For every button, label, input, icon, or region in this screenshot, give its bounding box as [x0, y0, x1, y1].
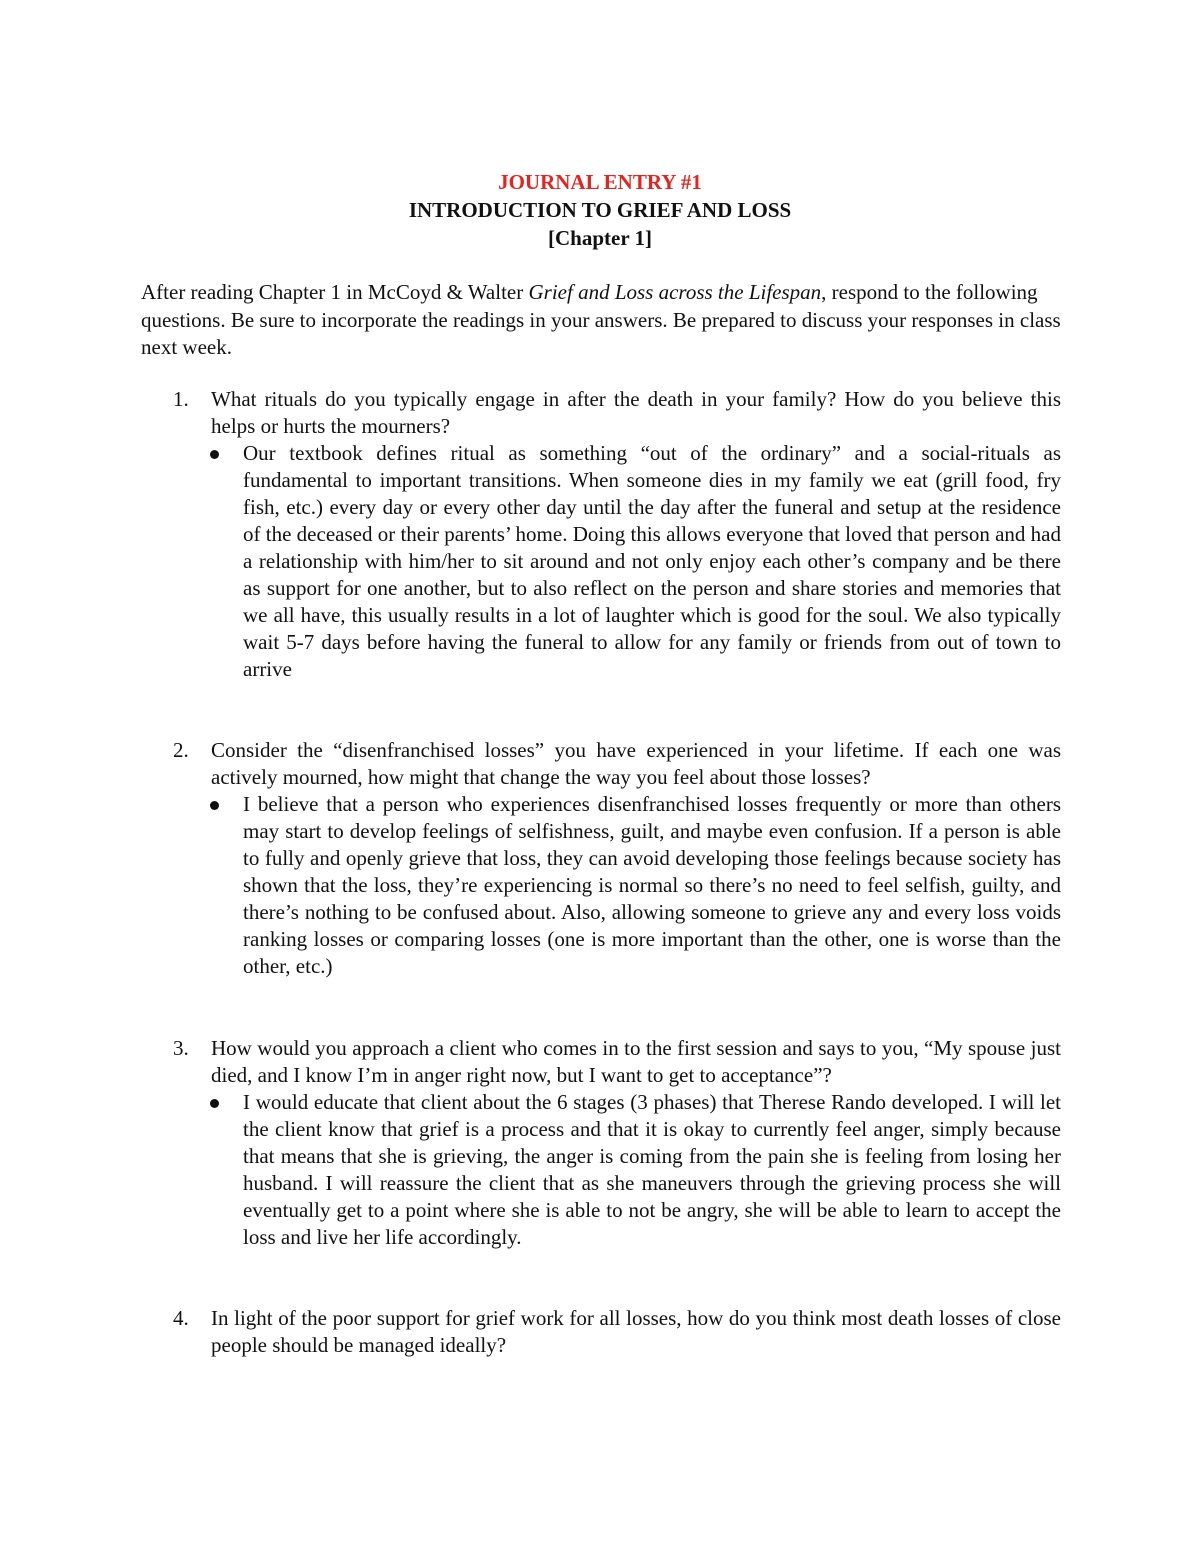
answer-item [243, 1089, 1061, 1251]
answer-text: I would educate that client about the 6 stages (3 phases) that Therese Rando developed. I will let the client know that grief is a process and that it is okay to currently feel anger, simply because that means that she is grieving, the anger is coming from the pain she is feeling from losing her husband. I will reassure the client that as she maneuvers through the grieving process she will eventually get to a point where she is able to not be angry, she will be able to learn to accept the loss and live her life accordingly. [243, 1090, 1061, 1249]
question-number: 4. [173, 1306, 189, 1330]
bullet-icon [210, 450, 219, 459]
question-text: What rituals do you typically engage in after the death in your family? How do you believe this helps or hurts the mourners? [211, 387, 1061, 438]
chapter-label: [Chapter 1] [547, 226, 652, 250]
intro-paragraph [141, 279, 1061, 362]
question-number: 1. [173, 387, 189, 411]
document-subtitle: INTRODUCTION TO GRIEF AND LOSS [408, 198, 792, 222]
question-number: 2. [173, 738, 189, 762]
intro-text-start: After reading Chapter 1 in McCoyd & Walter [141, 280, 529, 304]
intro-text-end: , respond to the following questions. Be sure to incorporate the readings in your answers. Be prepared to discuss your responses in class next week. [141, 280, 1061, 359]
question-text: Consider the “disenfranchised losses” you have experienced in your lifetime. If each one was actively mourned, how might that change the way you feel about those losses? [211, 738, 1061, 789]
answer-item [243, 440, 1061, 683]
question-item-1 [173, 386, 1061, 683]
question-item-2 [173, 737, 1061, 980]
question-item-3 [173, 1035, 1061, 1251]
question-text: In light of the poor support for grief work for all losses, how do you think most death losses of close people should be managed ideally? [211, 1306, 1061, 1357]
question-number: 3. [173, 1036, 189, 1060]
book-title: Grief and Loss across the Lifespan [528, 280, 822, 304]
answer-text: I believe that a person who experiences disenfranchised losses frequently or more than others may start to develop feelings of selfishness, guilt, and maybe even confusion. If a person is able to fully and openly grieve that loss, they can avoid developing those feelings because society has shown that the loss, they’re experiencing is normal so there’s no need to feel selfish, guilty, and there’s nothing to be confused about. Also, allowing someone to grieve any and every loss voids ranking losses or comparing losses (one is more important than the other, one is worse than the other, etc.) [243, 792, 1061, 978]
journal-entry-title: JOURNAL ENTRY #1 [498, 170, 702, 194]
question-item-4 [173, 1305, 1061, 1359]
answer-text: Our textbook defines ritual as something “out of the ordinary” and a social-rituals as fundamental to important transitions. When someone dies in my family we eat (grill food, fry fish, etc.) every day or every other day until the day after the funeral and setup at the residence of the deceased or their parents’ home. Doing this allows everyone that loved that person and had a relationship with him/her to sit around and not only enjoy each other’s company and be there as support for one another, but to also reflect on the person and share stories and memories that we all have, this usually results in a lot of laughter which is good for the soul. We also typically wait 5-7 days before having the funeral to allow for any family or friends from out of town to arrive [243, 441, 1061, 681]
document-header [0, 168, 1200, 252]
question-text: How would you approach a client who comes in to the first session and says to you, “My spouse just died, and I know I’m in anger right now, but I want to get to acceptance”? [211, 1036, 1061, 1087]
bullet-icon [210, 1099, 219, 1108]
answer-item [243, 791, 1061, 980]
bullet-icon [210, 801, 219, 810]
